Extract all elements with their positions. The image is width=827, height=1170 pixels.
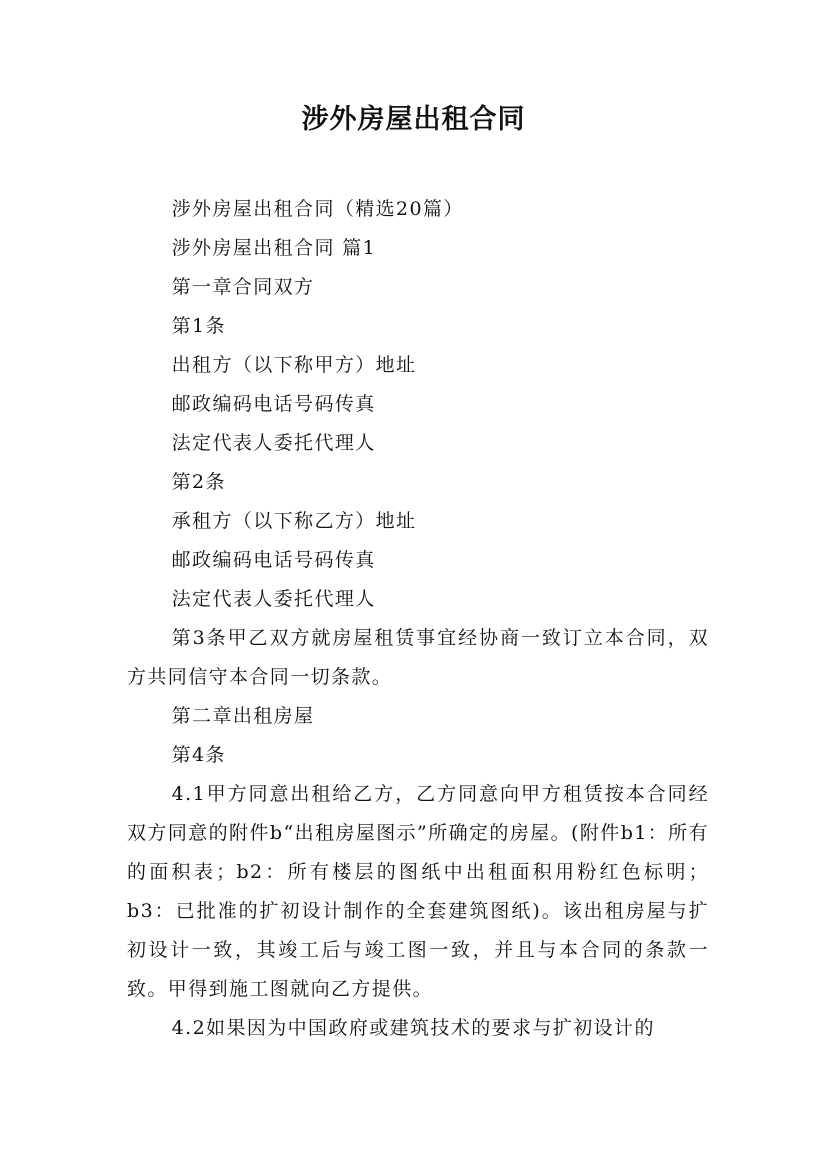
paragraph-article-3: 第3条甲乙双方就房屋租赁事宜经协商一致订立本合同，双方共同信守本合同一切条款。 — [127, 627, 709, 688]
paragraph-lessee-contact: 邮政编码电话号码传真 — [171, 549, 376, 571]
document-body — [127, 190, 709, 1048]
paragraph-section-heading: 涉外房屋出租合同 篇1 — [171, 237, 377, 259]
paragraph-lessee-address: 承租方（以下称乙方）地址 — [171, 510, 417, 532]
paragraph-article-4: 第4条 — [171, 744, 226, 766]
paragraph-clause-4-2: 4.2如果因为中国政府或建筑技术的要求与扩初设计的 — [171, 1017, 655, 1039]
document-title: 涉外房屋出租合同 — [301, 104, 526, 135]
paragraph-clause-4-1: 4.1甲方同意出租给乙方，乙方同意向甲方租赁按本合同经双方同意的附件b“出租房屋图示”所确定的房屋。(附件b1：所有的面积表；b2：所有楼层的图纸中出租面积用粉红色标明；b3：已批准的扩初设计制作的全套建筑图纸)。该出租房屋与扩初设计一致，其竣工后与竣工图一致，并且与本合同的条款一致。甲得到施工图就向乙方提供。 — [127, 783, 709, 1000]
paragraph-chapter-2: 第二章出租房屋 — [171, 705, 315, 727]
paragraph-lessee-representative: 法定代表人委托代理人 — [171, 588, 376, 610]
paragraph-subtitle: 涉外房屋出租合同（精选20篇） — [171, 198, 464, 220]
paragraph-article-1: 第1条 — [171, 315, 226, 337]
paragraph-lessor-representative: 法定代表人委托代理人 — [171, 432, 376, 454]
paragraph-article-2: 第2条 — [171, 471, 226, 493]
paragraph-chapter-1: 第一章合同双方 — [171, 276, 315, 298]
paragraph-lessor-contact: 邮政编码电话号码传真 — [171, 393, 376, 415]
paragraph-lessor-address: 出租方（以下称甲方）地址 — [171, 354, 417, 376]
